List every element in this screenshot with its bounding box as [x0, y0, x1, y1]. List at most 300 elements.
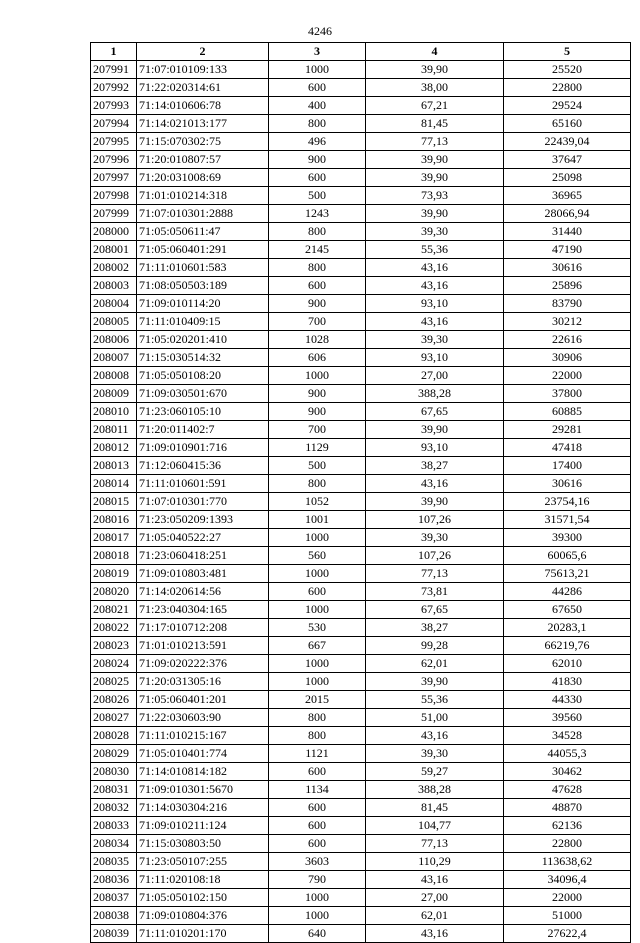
- area-value-cell: 1129: [269, 439, 366, 457]
- rate-value-cell: 39,30: [366, 745, 504, 763]
- record-number-cell: 208027: [91, 709, 137, 727]
- cadastral-cost-cell: 31571,54: [504, 511, 631, 529]
- cadastral-number-cell: 71:14:021013:177: [137, 115, 269, 133]
- area-value-cell: 1000: [269, 565, 366, 583]
- cadastral-number-cell: 71:20:010807:57: [137, 151, 269, 169]
- table-row: [91, 79, 631, 97]
- area-value-cell: 1001: [269, 511, 366, 529]
- table-row: [91, 187, 631, 205]
- cadastral-number-cell: 71:05:060401:291: [137, 241, 269, 259]
- table-row: [91, 853, 631, 871]
- rate-value-cell: 77,13: [366, 565, 504, 583]
- record-number-cell: 208008: [91, 367, 137, 385]
- cadastral-number-cell: 71:05:020201:410: [137, 331, 269, 349]
- rate-value-cell: 388,28: [366, 781, 504, 799]
- rate-value-cell: 107,26: [366, 547, 504, 565]
- record-number-cell: 207997: [91, 169, 137, 187]
- rate-value-cell: 39,90: [366, 205, 504, 223]
- area-value-cell: 800: [269, 259, 366, 277]
- cadastral-cost-cell: 28066,94: [504, 205, 631, 223]
- record-number-cell: 208021: [91, 601, 137, 619]
- record-number-cell: 208028: [91, 727, 137, 745]
- cadastral-cost-cell: 30906: [504, 349, 631, 367]
- cadastral-number-cell: 71:12:060415:36: [137, 457, 269, 475]
- table-row: [91, 511, 631, 529]
- rate-value-cell: 39,90: [366, 493, 504, 511]
- rate-value-cell: 77,13: [366, 133, 504, 151]
- record-number-cell: 208007: [91, 349, 137, 367]
- column-header-4: 4: [366, 43, 504, 61]
- column-header-5: 5: [504, 43, 631, 61]
- rate-value-cell: 39,90: [366, 169, 504, 187]
- cadastral-cost-cell: 67650: [504, 601, 631, 619]
- record-number-cell: 208015: [91, 493, 137, 511]
- rate-value-cell: 39,30: [366, 529, 504, 547]
- area-value-cell: 2145: [269, 241, 366, 259]
- record-number-cell: 208031: [91, 781, 137, 799]
- area-value-cell: 600: [269, 169, 366, 187]
- cadastral-cost-cell: 75613,21: [504, 565, 631, 583]
- record-number-cell: 208033: [91, 817, 137, 835]
- header-row: [91, 43, 631, 61]
- cadastral-number-cell: 71:23:050107:255: [137, 853, 269, 871]
- cadastral-cost-cell: 60885: [504, 403, 631, 421]
- record-number-cell: 208014: [91, 475, 137, 493]
- rate-value-cell: 38,27: [366, 457, 504, 475]
- record-number-cell: 208004: [91, 295, 137, 313]
- record-number-cell: 208029: [91, 745, 137, 763]
- record-number-cell: 207995: [91, 133, 137, 151]
- cadastral-cost-cell: 22800: [504, 79, 631, 97]
- area-value-cell: 600: [269, 799, 366, 817]
- cadastral-cost-cell: 60065,6: [504, 547, 631, 565]
- cadastral-cost-cell: 34096,4: [504, 871, 631, 889]
- table-row: [91, 169, 631, 187]
- cadastral-number-cell: 71:09:010301:5670: [137, 781, 269, 799]
- cadastral-cost-cell: 113638,62: [504, 853, 631, 871]
- cadastral-cost-cell: 25098: [504, 169, 631, 187]
- cadastral-cost-cell: 39560: [504, 709, 631, 727]
- cadastral-number-cell: 71:22:030603:90: [137, 709, 269, 727]
- rate-value-cell: 39,90: [366, 421, 504, 439]
- table-row: [91, 313, 631, 331]
- rate-value-cell: 81,45: [366, 799, 504, 817]
- table-row: [91, 61, 631, 79]
- cadastral-number-cell: 71:11:010601:591: [137, 475, 269, 493]
- record-number-cell: 208025: [91, 673, 137, 691]
- area-value-cell: 1243: [269, 205, 366, 223]
- record-number-cell: 208038: [91, 907, 137, 925]
- area-value-cell: 1000: [269, 367, 366, 385]
- table-row: [91, 547, 631, 565]
- rate-value-cell: 62,01: [366, 907, 504, 925]
- cadastral-cost-cell: 27622,4: [504, 925, 631, 943]
- rate-value-cell: 39,90: [366, 151, 504, 169]
- record-number-cell: 208036: [91, 871, 137, 889]
- table-row: [91, 619, 631, 637]
- area-value-cell: 700: [269, 421, 366, 439]
- area-value-cell: 400: [269, 97, 366, 115]
- table-row: [91, 403, 631, 421]
- area-value-cell: 500: [269, 457, 366, 475]
- area-value-cell: 530: [269, 619, 366, 637]
- cadastral-cost-cell: 44330: [504, 691, 631, 709]
- cadastral-number-cell: 71:14:010606:78: [137, 97, 269, 115]
- table-row: [91, 475, 631, 493]
- record-number-cell: 208001: [91, 241, 137, 259]
- cadastral-number-cell: 71:23:060105:10: [137, 403, 269, 421]
- cadastral-cost-cell: 23754,16: [504, 493, 631, 511]
- table-row: [91, 331, 631, 349]
- rate-value-cell: 43,16: [366, 727, 504, 745]
- record-number-cell: 208002: [91, 259, 137, 277]
- rate-value-cell: 55,36: [366, 691, 504, 709]
- cadastral-cost-cell: 62010: [504, 655, 631, 673]
- cadastral-number-cell: 71:01:010213:591: [137, 637, 269, 655]
- cadastral-cost-cell: 30212: [504, 313, 631, 331]
- area-value-cell: 700: [269, 313, 366, 331]
- record-number-cell: 208010: [91, 403, 137, 421]
- area-value-cell: 600: [269, 763, 366, 781]
- area-value-cell: 800: [269, 223, 366, 241]
- table-row: [91, 763, 631, 781]
- cadastral-value-table: [90, 42, 631, 943]
- cadastral-number-cell: 71:05:050102:150: [137, 889, 269, 907]
- rate-value-cell: 99,28: [366, 637, 504, 655]
- rate-value-cell: 59,27: [366, 763, 504, 781]
- cadastral-cost-cell: 47628: [504, 781, 631, 799]
- rate-value-cell: 27,00: [366, 367, 504, 385]
- table-row: [91, 529, 631, 547]
- record-number-cell: 207998: [91, 187, 137, 205]
- area-value-cell: 1000: [269, 889, 366, 907]
- record-number-cell: 207996: [91, 151, 137, 169]
- table-row: [91, 781, 631, 799]
- cadastral-cost-cell: 37800: [504, 385, 631, 403]
- area-value-cell: 1052: [269, 493, 366, 511]
- cadastral-number-cell: 71:15:030803:50: [137, 835, 269, 853]
- rate-value-cell: 39,30: [366, 223, 504, 241]
- area-value-cell: 800: [269, 727, 366, 745]
- table-row: [91, 277, 631, 295]
- cadastral-cost-cell: 22800: [504, 835, 631, 853]
- area-value-cell: 800: [269, 475, 366, 493]
- cadastral-number-cell: 71:14:010814:182: [137, 763, 269, 781]
- table-header: [91, 43, 631, 61]
- rate-value-cell: 43,16: [366, 259, 504, 277]
- table-row: [91, 421, 631, 439]
- area-value-cell: 900: [269, 403, 366, 421]
- record-number-cell: 208012: [91, 439, 137, 457]
- area-value-cell: 667: [269, 637, 366, 655]
- cadastral-cost-cell: 66219,76: [504, 637, 631, 655]
- area-value-cell: 900: [269, 385, 366, 403]
- area-value-cell: 2015: [269, 691, 366, 709]
- rate-value-cell: 51,00: [366, 709, 504, 727]
- area-value-cell: 1000: [269, 61, 366, 79]
- rate-value-cell: 55,36: [366, 241, 504, 259]
- cadastral-cost-cell: 29524: [504, 97, 631, 115]
- rate-value-cell: 107,26: [366, 511, 504, 529]
- record-number-cell: 208039: [91, 925, 137, 943]
- area-value-cell: 606: [269, 349, 366, 367]
- rate-value-cell: 39,90: [366, 61, 504, 79]
- cadastral-number-cell: 71:11:010215:167: [137, 727, 269, 745]
- cadastral-number-cell: 71:11:010409:15: [137, 313, 269, 331]
- cadastral-number-cell: 71:09:010901:716: [137, 439, 269, 457]
- cadastral-number-cell: 71:20:031305:16: [137, 673, 269, 691]
- cadastral-cost-cell: 31440: [504, 223, 631, 241]
- cadastral-cost-cell: 44286: [504, 583, 631, 601]
- cadastral-cost-cell: 29281: [504, 421, 631, 439]
- column-header-3: 3: [269, 43, 366, 61]
- rate-value-cell: 38,27: [366, 619, 504, 637]
- cadastral-number-cell: 71:05:060401:201: [137, 691, 269, 709]
- record-number-cell: 208023: [91, 637, 137, 655]
- record-number-cell: 208024: [91, 655, 137, 673]
- cadastral-number-cell: 71:17:010712:208: [137, 619, 269, 637]
- cadastral-number-cell: 71:09:010804:376: [137, 907, 269, 925]
- table-row: [91, 835, 631, 853]
- rate-value-cell: 93,10: [366, 349, 504, 367]
- table-row: [91, 637, 631, 655]
- column-header-1: 1: [91, 43, 137, 61]
- cadastral-number-cell: 71:09:020222:376: [137, 655, 269, 673]
- area-value-cell: 1000: [269, 529, 366, 547]
- cadastral-cost-cell: 22000: [504, 367, 631, 385]
- record-number-cell: 208037: [91, 889, 137, 907]
- cadastral-cost-cell: 37647: [504, 151, 631, 169]
- cadastral-number-cell: 71:05:050108:20: [137, 367, 269, 385]
- record-number-cell: 208022: [91, 619, 137, 637]
- table-row: [91, 115, 631, 133]
- cadastral-cost-cell: 22000: [504, 889, 631, 907]
- table-row: [91, 223, 631, 241]
- record-number-cell: 208030: [91, 763, 137, 781]
- cadastral-number-cell: 71:05:050611:47: [137, 223, 269, 241]
- cadastral-number-cell: 71:15:070302:75: [137, 133, 269, 151]
- cadastral-number-cell: 71:11:010201:170: [137, 925, 269, 943]
- record-number-cell: 208000: [91, 223, 137, 241]
- record-number-cell: 208032: [91, 799, 137, 817]
- rate-value-cell: 43,16: [366, 871, 504, 889]
- cadastral-cost-cell: 65160: [504, 115, 631, 133]
- record-number-cell: 208009: [91, 385, 137, 403]
- rate-value-cell: 67,65: [366, 403, 504, 421]
- cadastral-number-cell: 71:15:030514:32: [137, 349, 269, 367]
- rate-value-cell: 93,10: [366, 295, 504, 313]
- record-number-cell: 208018: [91, 547, 137, 565]
- record-number-cell: 208034: [91, 835, 137, 853]
- rate-value-cell: 104,77: [366, 817, 504, 835]
- cadastral-cost-cell: 30462: [504, 763, 631, 781]
- rate-value-cell: 388,28: [366, 385, 504, 403]
- rate-value-cell: 73,93: [366, 187, 504, 205]
- cadastral-number-cell: 71:09:010211:124: [137, 817, 269, 835]
- cadastral-cost-cell: 39300: [504, 529, 631, 547]
- cadastral-cost-cell: 83790: [504, 295, 631, 313]
- area-value-cell: 496: [269, 133, 366, 151]
- cadastral-number-cell: 71:20:011402:7: [137, 421, 269, 439]
- table-row: [91, 295, 631, 313]
- rate-value-cell: 39,30: [366, 331, 504, 349]
- area-value-cell: 800: [269, 115, 366, 133]
- table-row: [91, 205, 631, 223]
- cadastral-number-cell: 71:09:010114:20: [137, 295, 269, 313]
- cadastral-cost-cell: 20283,1: [504, 619, 631, 637]
- cadastral-number-cell: 71:07:010109:133: [137, 61, 269, 79]
- cadastral-cost-cell: 22616: [504, 331, 631, 349]
- cadastral-cost-cell: 36965: [504, 187, 631, 205]
- cadastral-number-cell: 71:11:020108:18: [137, 871, 269, 889]
- record-number-cell: 208013: [91, 457, 137, 475]
- rate-value-cell: 62,01: [366, 655, 504, 673]
- rate-value-cell: 38,00: [366, 79, 504, 97]
- cadastral-cost-cell: 22439,04: [504, 133, 631, 151]
- area-value-cell: 500: [269, 187, 366, 205]
- cadastral-number-cell: 71:09:010803:481: [137, 565, 269, 583]
- cadastral-number-cell: 71:20:031008:69: [137, 169, 269, 187]
- record-number-cell: 208035: [91, 853, 137, 871]
- rate-value-cell: 27,00: [366, 889, 504, 907]
- table-row: [91, 457, 631, 475]
- table-row: [91, 385, 631, 403]
- area-value-cell: 1000: [269, 655, 366, 673]
- rate-value-cell: 67,65: [366, 601, 504, 619]
- cadastral-number-cell: 71:14:020614:56: [137, 583, 269, 601]
- table-row: [91, 691, 631, 709]
- record-number-cell: 207992: [91, 79, 137, 97]
- table-body: [91, 61, 631, 943]
- table-row: [91, 673, 631, 691]
- record-number-cell: 208019: [91, 565, 137, 583]
- cadastral-number-cell: 71:08:050503:189: [137, 277, 269, 295]
- area-value-cell: 1028: [269, 331, 366, 349]
- area-value-cell: 600: [269, 277, 366, 295]
- cadastral-cost-cell: 44055,3: [504, 745, 631, 763]
- record-number-cell: 208003: [91, 277, 137, 295]
- area-value-cell: 1000: [269, 907, 366, 925]
- cadastral-number-cell: 71:23:060418:251: [137, 547, 269, 565]
- record-number-cell: 208005: [91, 313, 137, 331]
- area-value-cell: 790: [269, 871, 366, 889]
- rate-value-cell: 43,16: [366, 313, 504, 331]
- record-number-cell: 207999: [91, 205, 137, 223]
- cadastral-cost-cell: 47190: [504, 241, 631, 259]
- cadastral-number-cell: 71:01:010214:318: [137, 187, 269, 205]
- cadastral-cost-cell: 62136: [504, 817, 631, 835]
- table-row: [91, 727, 631, 745]
- rate-value-cell: 81,45: [366, 115, 504, 133]
- rate-value-cell: 43,16: [366, 925, 504, 943]
- record-number-cell: 207993: [91, 97, 137, 115]
- area-value-cell: 600: [269, 79, 366, 97]
- area-value-cell: 600: [269, 817, 366, 835]
- area-value-cell: 600: [269, 835, 366, 853]
- rate-value-cell: 93,10: [366, 439, 504, 457]
- record-number-cell: 208020: [91, 583, 137, 601]
- record-number-cell: 208016: [91, 511, 137, 529]
- table-row: [91, 349, 631, 367]
- record-number-cell: 208011: [91, 421, 137, 439]
- area-value-cell: 800: [269, 709, 366, 727]
- cadastral-cost-cell: 17400: [504, 457, 631, 475]
- table-row: [91, 817, 631, 835]
- table-row: [91, 583, 631, 601]
- rate-value-cell: 43,16: [366, 475, 504, 493]
- table-row: [91, 241, 631, 259]
- area-value-cell: 1000: [269, 601, 366, 619]
- area-value-cell: 3603: [269, 853, 366, 871]
- cadastral-cost-cell: 47418: [504, 439, 631, 457]
- table-row: [91, 259, 631, 277]
- record-number-cell: 208017: [91, 529, 137, 547]
- cadastral-cost-cell: 51000: [504, 907, 631, 925]
- rate-value-cell: 39,90: [366, 673, 504, 691]
- record-number-cell: 208006: [91, 331, 137, 349]
- cadastral-number-cell: 71:05:010401:774: [137, 745, 269, 763]
- table-row: [91, 133, 631, 151]
- area-value-cell: 640: [269, 925, 366, 943]
- table-row: [91, 907, 631, 925]
- area-value-cell: 1000: [269, 673, 366, 691]
- page-number: 4246: [308, 24, 332, 38]
- table-row: [91, 745, 631, 763]
- table-row: [91, 565, 631, 583]
- cadastral-cost-cell: 48870: [504, 799, 631, 817]
- rate-value-cell: 77,13: [366, 835, 504, 853]
- cadastral-number-cell: 71:11:010601:583: [137, 259, 269, 277]
- cadastral-number-cell: 71:07:010301:2888: [137, 205, 269, 223]
- cadastral-cost-cell: 34528: [504, 727, 631, 745]
- cadastral-number-cell: 71:14:030304:216: [137, 799, 269, 817]
- table-row: [91, 493, 631, 511]
- cadastral-cost-cell: 25520: [504, 61, 631, 79]
- cadastral-number-cell: 71:05:040522:27: [137, 529, 269, 547]
- cadastral-number-cell: 71:09:030501:670: [137, 385, 269, 403]
- table-row: [91, 871, 631, 889]
- area-value-cell: 560: [269, 547, 366, 565]
- cadastral-cost-cell: 25896: [504, 277, 631, 295]
- area-value-cell: 1134: [269, 781, 366, 799]
- column-header-2: 2: [137, 43, 269, 61]
- cadastral-number-cell: 71:22:020314:61: [137, 79, 269, 97]
- rate-value-cell: 110,29: [366, 853, 504, 871]
- cadastral-number-cell: 71:23:050209:1393: [137, 511, 269, 529]
- table-row: [91, 97, 631, 115]
- area-value-cell: 600: [269, 583, 366, 601]
- cadastral-cost-cell: 41830: [504, 673, 631, 691]
- table-row: [91, 709, 631, 727]
- table-row: [91, 151, 631, 169]
- table-row: [91, 367, 631, 385]
- table-row: [91, 601, 631, 619]
- table-row: [91, 655, 631, 673]
- rate-value-cell: 73,81: [366, 583, 504, 601]
- record-number-cell: 207994: [91, 115, 137, 133]
- table-row: [91, 889, 631, 907]
- table-row: [91, 439, 631, 457]
- cadastral-number-cell: 71:23:040304:165: [137, 601, 269, 619]
- area-value-cell: 900: [269, 151, 366, 169]
- rate-value-cell: 43,16: [366, 277, 504, 295]
- cadastral-cost-cell: 30616: [504, 259, 631, 277]
- area-value-cell: 900: [269, 295, 366, 313]
- record-number-cell: 208026: [91, 691, 137, 709]
- table-row: [91, 799, 631, 817]
- area-value-cell: 1121: [269, 745, 366, 763]
- cadastral-cost-cell: 30616: [504, 475, 631, 493]
